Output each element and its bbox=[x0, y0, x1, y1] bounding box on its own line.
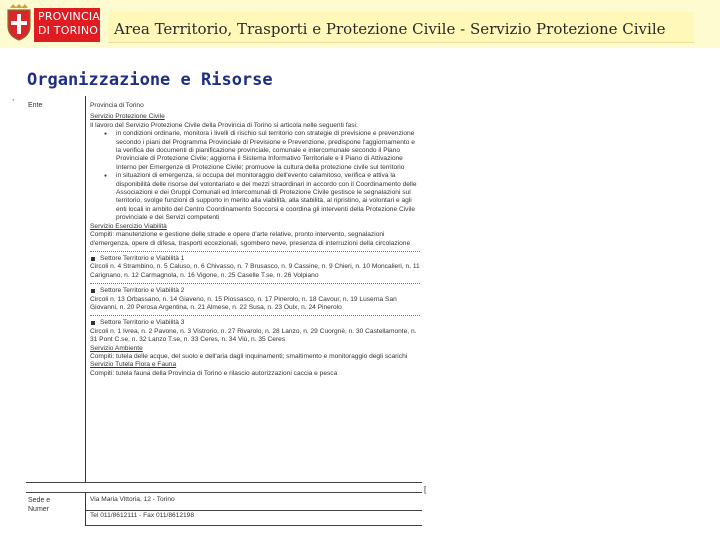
ambiente-text: Compiti: tutela delle acque, del suolo e dell'aria dagli inquinamenti; smaltimento e monitoraggio degli scarichi bbox=[90, 352, 408, 360]
row-divider bbox=[26, 482, 422, 483]
organization-table bbox=[12, 93, 427, 526]
row-divider-4 bbox=[86, 525, 422, 526]
column-divider-top bbox=[85, 96, 86, 482]
settore-3-name: Settore Territorio e Viabilità 3 bbox=[90, 319, 420, 327]
corner-tick: , bbox=[12, 93, 15, 102]
ente-content bbox=[90, 102, 420, 378]
bracket-marker: [ bbox=[424, 485, 427, 494]
label-sede-1: Sede e bbox=[28, 497, 51, 504]
sede-content bbox=[90, 494, 420, 521]
settore-2-text: Circoli n. 13 Orbassano, n. 14 Giaveno, n. 15 Piossasco, n. 17 Pinerolo, n. 18 Cavour, n. 19 Luserna San Giovanni, n. 20 Perosa Argentina, n. 21 Almese, n. 22 Susa, n. 23 Oulx, n. 24 Pinerolo bbox=[90, 295, 397, 311]
dotted-separator bbox=[90, 283, 420, 284]
esercizio-heading: Servizio Esercizio Viabilità bbox=[90, 222, 167, 230]
dotted-separator bbox=[90, 251, 420, 252]
header-band bbox=[0, 0, 720, 48]
label-ente: Ente bbox=[28, 102, 43, 109]
bullet-emergency: ● in situazioni di emergenza, si occupa del monitoraggio dell'evento calamitoso, verifica e attiva la disponibilità delle risorse del volontariato e dei mezzi straordinari in accordo con il Coordinamento delle Associazioni e dei Gruppi Comunali ed Intercomunali di Protezione Civile gestisce le segnalazioni sul territorio, svolge funzioni di supporto in merito alla viabilità, alla stabilità, al ripristino, ai volontari e agli enti locali in ambito del Centro Coordinamento Soccorsi e coordina gli interventi della Protezione Civile provinciale e dei Servizi competenti bbox=[90, 172, 420, 222]
fauna-text: Compiti: tutela fauna della Provincia di Torino e rilascio autorizzazioni caccia e pesca bbox=[90, 369, 338, 377]
fauna-heading: Servizio Tutela Flora e Fauna bbox=[90, 361, 177, 369]
coat-of-arms-icon bbox=[4, 4, 34, 42]
dotted-separator bbox=[90, 315, 420, 316]
column-divider-bottom bbox=[85, 492, 86, 526]
sede-address: Via Maria Vittoria, 12 - Torino bbox=[90, 496, 175, 503]
logo-text-line1: PROVINCIA bbox=[38, 10, 100, 23]
service-heading: Servizio Protezione Civile bbox=[90, 113, 165, 121]
row-divider-2 bbox=[26, 492, 422, 493]
section-subtitle: Organizzazione e Risorse bbox=[27, 70, 273, 90]
service-intro: Il lavoro del Servizio Protezione Civile della Provincia di Torino si articola nelle seguenti fasi: bbox=[90, 121, 358, 129]
bullet-ordinary: ● in condizioni ordinarie, monitora i livelli di rischio sul territorio con strategie di previsione e prevenzione secondo i piani del Programma Provinciale di Previsione e Prevenzione, predispone l'aggiornamento e la verifica dei documenti di pianificazione provinciale, comunale e intercomunale secondo il Piano Provinciale di Protezione Civile; aggiorna il Sistema Informativo Territoriale e il Piano di Attivazione Interno per Emergenze di Protezione Civile; promuove la cultura della protezione civile sul territorio bbox=[90, 130, 420, 172]
label-sede-2: Numer bbox=[28, 506, 50, 513]
page-header-title: Area Territorio, Trasporti e Protezione Civile - Servizio Protezione Civile bbox=[114, 20, 666, 38]
settore-3-text: Circoli n. 1 Ivrea, n. 2 Pavone, n. 3 Vistrorio, n. 27 Rivarolo, n. 28 Lanzo, n. 29 Cuorgnè, n. 30 Castellamonte, n. 31 Pont C.se, n. 32 Lanzo T.se, n. 33 Ceres, n. 34 Viù, n. 35 Ceres bbox=[90, 327, 417, 344]
settore-1-name: Settore Territorio e Viabilità 1 bbox=[90, 255, 420, 263]
ambiente-heading: Servizio Ambiente bbox=[90, 344, 143, 352]
logo-text-line2: DI TORINO bbox=[38, 24, 99, 37]
settore-1-text: Circoli n. 4 Strambino, n. 5 Caluso, n. 6 Chivasso, n. 7 Brusasco, n. 9 Cassine, n. 9 Chieri, n. 10 Moncalieri, n. 11 Carignano, n. 12 Carmagnola, n. 16 Vigone, n. 25 Caselle T.se, n. 26 Volpiano bbox=[90, 263, 420, 279]
sede-phone: Tel 011/8612111 - Fax 011/8612198 bbox=[90, 512, 194, 520]
ente-name: Provincia di Torino bbox=[90, 102, 144, 109]
settore-2-name: Settore Territorio e Viabilità 2 bbox=[90, 287, 420, 295]
esercizio-text: Compiti: manutenzione e gestione delle strade e opere d'arte relative, pronto intervento, segnalazioni d'emergenza, opere di difesa, trasporti eccezionali, sgombero neve, presenza di interruzioni della circolazione bbox=[90, 231, 411, 247]
